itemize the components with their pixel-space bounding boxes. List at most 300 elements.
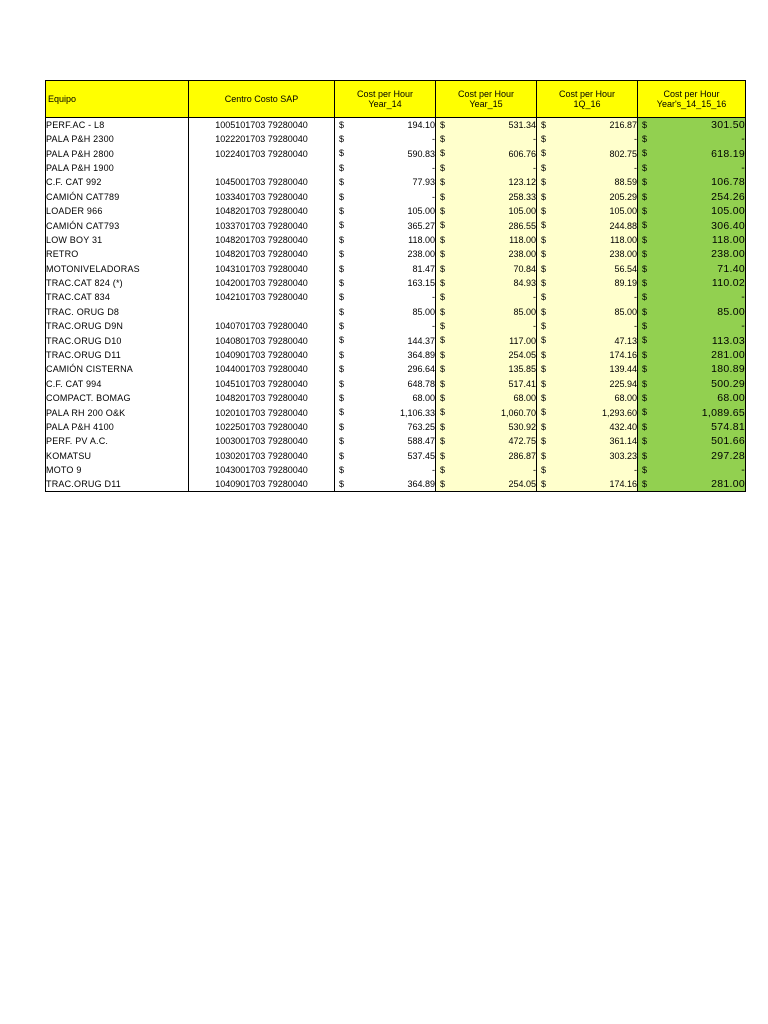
- currency-symbol: $: [642, 263, 648, 274]
- cost-value: 301.50: [711, 119, 745, 131]
- cost-value: 163.15: [407, 278, 435, 289]
- cost-q16-cell: [537, 319, 638, 333]
- cost-total-cell: [638, 233, 746, 247]
- cost-value: 139.44: [609, 364, 637, 375]
- currency-symbol: $: [541, 263, 547, 274]
- cost-value: -: [432, 191, 435, 202]
- currency-symbol: $: [339, 450, 345, 461]
- cost-value: 216.87: [609, 120, 637, 130]
- currency-symbol: $: [541, 407, 547, 418]
- cost-value: 84.93: [513, 278, 536, 289]
- header-q16-line1: Cost per Hour: [558, 89, 616, 99]
- cost-year-14-cell: [335, 463, 436, 477]
- currency-symbol: $: [642, 292, 648, 303]
- equipo-cell: PERF.AC - L8: [46, 118, 189, 133]
- currency-symbol: $: [339, 134, 345, 144]
- cost-total-cell: [638, 262, 746, 276]
- cost-value: 118.00: [711, 233, 745, 246]
- currency-symbol: $: [642, 191, 648, 202]
- currency-symbol: $: [541, 148, 547, 159]
- cost-value: -: [432, 465, 435, 476]
- currency-symbol: $: [339, 120, 345, 130]
- table-row: [46, 175, 746, 189]
- cost-year-15-cell: [436, 348, 537, 362]
- equipo-cell: C.F. CAT 994: [46, 377, 189, 391]
- cost-q16-cell: [537, 161, 638, 175]
- table-row: [46, 146, 746, 160]
- cost-value: 588.47: [407, 436, 435, 447]
- cost-year-14-cell: [335, 190, 436, 204]
- centro-costo-cell: 1022401703 79280040: [189, 146, 335, 160]
- equipo-cell: RETRO: [46, 247, 189, 261]
- currency-symbol: $: [541, 220, 547, 231]
- cost-value: 238.00: [711, 248, 745, 261]
- cost-value: -: [634, 465, 637, 476]
- cost-year-15-cell: [436, 362, 537, 376]
- cost-value: 118.00: [610, 234, 637, 245]
- cost-value: 297.28: [711, 449, 745, 462]
- cost-total-cell: [638, 190, 746, 204]
- currency-symbol: $: [440, 292, 446, 303]
- cost-value: 286.55: [508, 220, 536, 231]
- currency-symbol: $: [339, 234, 345, 245]
- currency-symbol: $: [339, 436, 345, 447]
- cost-value: 81.47: [412, 263, 435, 274]
- currency-symbol: $: [339, 421, 345, 432]
- cost-total-cell: [638, 276, 746, 290]
- cost-year-14-cell: [335, 305, 436, 319]
- cost-value: 123.12: [508, 177, 536, 188]
- table-row: [46, 161, 746, 175]
- cost-total-cell: [638, 333, 746, 347]
- currency-symbol: $: [440, 162, 446, 173]
- currency-symbol: $: [642, 249, 648, 260]
- table-row: [46, 190, 746, 204]
- cost-value: 763.25: [407, 422, 435, 432]
- cost-year-14-cell: [335, 262, 436, 276]
- cost-value: 574.81: [711, 421, 745, 433]
- table-row: [46, 362, 746, 376]
- currency-symbol: $: [541, 479, 547, 490]
- equipo-cell: KOMATSU: [46, 449, 189, 463]
- centro-costo-cell: 1048201703 79280040: [189, 204, 335, 218]
- cost-total-cell: [638, 377, 746, 391]
- cost-value: -: [533, 162, 536, 173]
- cost-value: 105.00: [508, 206, 536, 217]
- cost-value: 117.00: [509, 335, 536, 346]
- currency-symbol: $: [440, 321, 446, 332]
- centro-costo-cell: 1040901703 79280040: [189, 348, 335, 362]
- currency-symbol: $: [642, 407, 648, 418]
- cost-year-15-cell: [436, 146, 537, 160]
- currency-symbol: $: [339, 393, 345, 404]
- currency-symbol: $: [541, 349, 547, 360]
- currency-symbol: $: [541, 120, 547, 130]
- header-year-15-line1: Cost per Hour: [457, 89, 515, 99]
- cost-total-cell: [638, 204, 746, 218]
- currency-symbol: $: [339, 349, 345, 360]
- centro-costo-cell: 1045101703 79280040: [189, 377, 335, 391]
- currency-symbol: $: [339, 177, 345, 188]
- cost-q16-cell: [537, 377, 638, 391]
- currency-symbol: $: [339, 306, 345, 317]
- cost-total-cell: [638, 290, 746, 304]
- currency-symbol: $: [642, 234, 648, 245]
- cost-value: 286.87: [508, 450, 536, 461]
- equipo-cell: MOTONIVELADORAS: [46, 262, 189, 276]
- cost-q16-cell: [537, 477, 638, 492]
- cost-value: -: [741, 133, 745, 146]
- currency-symbol: $: [541, 177, 547, 188]
- cost-q16-cell: [537, 218, 638, 232]
- centro-costo-cell: 1003001703 79280040: [189, 434, 335, 448]
- cost-year-14-cell: [335, 391, 436, 405]
- equipo-cell: LOADER 966: [46, 204, 189, 218]
- currency-symbol: $: [339, 249, 345, 260]
- currency-symbol: $: [541, 292, 547, 303]
- equipo-cell: TRAC.ORUG D11: [46, 477, 189, 492]
- header-centro-costo: Centro Costo SAP: [189, 81, 335, 118]
- equipo-cell: TRAC.ORUG D10: [46, 333, 189, 347]
- cost-value: 85.00: [614, 306, 637, 317]
- cost-value: -: [533, 465, 536, 476]
- cost-value: 606.76: [508, 148, 536, 159]
- cost-q16-cell: [537, 276, 638, 290]
- centro-costo-cell: 1040901703 79280040: [189, 477, 335, 492]
- currency-symbol: $: [642, 349, 648, 360]
- cost-value: -: [533, 292, 536, 303]
- cost-year-15-cell: [436, 420, 537, 434]
- cost-value: 105.00: [711, 205, 745, 218]
- cost-value: 281.00: [711, 478, 745, 491]
- currency-symbol: $: [440, 364, 446, 375]
- cost-year-15-cell: [436, 477, 537, 492]
- cost-value: 174.16: [609, 479, 637, 490]
- cost-value: 365.27: [407, 220, 435, 231]
- cost-value: -: [432, 134, 435, 145]
- cost-year-15-cell: [436, 190, 537, 204]
- cost-value: 254.26: [711, 190, 745, 203]
- cost-year-15-cell: [436, 175, 537, 189]
- currency-symbol: $: [440, 220, 446, 231]
- equipo-cell: C.F. CAT 992: [46, 175, 189, 189]
- currency-symbol: $: [642, 148, 648, 159]
- cost-total-cell: [638, 362, 746, 376]
- table-row: [46, 290, 746, 304]
- cost-q16-cell: [537, 420, 638, 434]
- currency-symbol: $: [541, 321, 547, 332]
- cost-total-cell: [638, 132, 746, 146]
- currency-symbol: $: [440, 177, 446, 188]
- table-row: [46, 118, 746, 133]
- currency-symbol: $: [440, 378, 446, 389]
- cost-total-cell: [638, 218, 746, 232]
- table-row: [46, 449, 746, 463]
- equipo-cell: PALA P&H 2300: [46, 132, 189, 146]
- cost-q16-cell: [537, 405, 638, 419]
- cost-year-14-cell: [335, 333, 436, 347]
- currency-symbol: $: [642, 479, 648, 490]
- currency-symbol: $: [440, 479, 446, 490]
- currency-symbol: $: [642, 393, 648, 404]
- cost-year-15-cell: [436, 262, 537, 276]
- centro-costo-cell: [189, 305, 335, 319]
- currency-symbol: $: [339, 263, 345, 274]
- cost-value: -: [741, 161, 745, 174]
- table-row: [46, 333, 746, 347]
- currency-symbol: $: [440, 436, 446, 447]
- cost-year-15-cell: [436, 290, 537, 304]
- cost-value: 296.64: [407, 364, 435, 375]
- header-year-14-line1: Cost per Hour: [356, 89, 414, 99]
- cost-year-15-cell: [436, 204, 537, 218]
- cost-value: 254.05: [508, 479, 536, 490]
- currency-symbol: $: [642, 450, 648, 461]
- equipo-cell: CAMIÓN CAT793: [46, 218, 189, 232]
- cost-total-cell: [638, 391, 746, 405]
- currency-symbol: $: [339, 321, 345, 332]
- centro-costo-cell: 1048201703 79280040: [189, 247, 335, 261]
- header-year-14: [335, 81, 436, 118]
- currency-symbol: $: [541, 464, 547, 475]
- cost-value: 1,106.33: [399, 407, 435, 418]
- currency-symbol: $: [642, 134, 648, 144]
- cost-value: 118.00: [408, 234, 435, 245]
- cost-value: -: [432, 162, 435, 173]
- currency-symbol: $: [339, 220, 345, 231]
- cost-value: -: [741, 320, 745, 333]
- equipo-cell: PALA P&H 4100: [46, 420, 189, 434]
- equipo-cell: TRAC.CAT 834: [46, 290, 189, 304]
- currency-symbol: $: [440, 134, 446, 144]
- cost-value: 180.89: [711, 363, 745, 376]
- currency-symbol: $: [541, 421, 547, 432]
- cost-value: -: [432, 321, 435, 332]
- currency-symbol: $: [642, 205, 648, 216]
- cost-q16-cell: [537, 434, 638, 448]
- table-row: [46, 391, 746, 405]
- table-row: [46, 348, 746, 362]
- centro-costo-cell: 1042001703 79280040: [189, 276, 335, 290]
- cost-q16-cell: [537, 175, 638, 189]
- currency-symbol: $: [541, 249, 547, 260]
- cost-value: 648.78: [407, 378, 435, 389]
- currency-symbol: $: [642, 120, 648, 130]
- cost-value: -: [533, 321, 536, 332]
- currency-symbol: $: [541, 191, 547, 202]
- cost-total-cell: [638, 161, 746, 175]
- cost-year-14-cell: [335, 161, 436, 175]
- currency-symbol: $: [642, 162, 648, 173]
- cost-value: 56.54: [614, 263, 637, 274]
- cost-value: 68.00: [513, 393, 536, 404]
- equipo-cell: TRAC. ORUG D8: [46, 305, 189, 319]
- currency-symbol: $: [541, 306, 547, 317]
- currency-symbol: $: [339, 464, 345, 475]
- cost-year-14-cell: [335, 362, 436, 376]
- cost-total-cell: [638, 146, 746, 160]
- currency-symbol: $: [642, 220, 648, 231]
- centro-costo-cell: 1043101703 79280040: [189, 262, 335, 276]
- table-row: [46, 218, 746, 232]
- cost-value: -: [634, 321, 637, 332]
- currency-symbol: $: [642, 335, 648, 346]
- cost-year-15-cell: [436, 333, 537, 347]
- equipo-cell: TRAC.ORUG D9N: [46, 319, 189, 333]
- table-row: [46, 204, 746, 218]
- cost-value: 238.00: [508, 249, 536, 260]
- cost-value: 106.78: [711, 176, 745, 189]
- currency-symbol: $: [541, 335, 547, 346]
- currency-symbol: $: [541, 436, 547, 447]
- cost-value: 1,293.60: [601, 407, 637, 418]
- currency-symbol: $: [339, 378, 345, 389]
- currency-symbol: $: [339, 277, 345, 288]
- centro-costo-cell: 1020101703 79280040: [189, 405, 335, 419]
- cost-value: 105.00: [407, 206, 435, 217]
- cost-q16-cell: [537, 204, 638, 218]
- cost-value: 590.83: [407, 148, 435, 159]
- cost-q16-cell: [537, 348, 638, 362]
- currency-symbol: $: [339, 479, 345, 490]
- cost-value: 88.59: [614, 177, 637, 188]
- cost-q16-cell: [537, 449, 638, 463]
- currency-symbol: $: [440, 306, 446, 317]
- currency-symbol: $: [541, 162, 547, 173]
- cost-year-15-cell: [436, 218, 537, 232]
- cost-year-14-cell: [335, 204, 436, 218]
- cost-total-cell: [638, 247, 746, 261]
- table-body: [46, 118, 746, 492]
- currency-symbol: $: [339, 407, 345, 418]
- centro-costo-cell: 1040801703 79280040: [189, 333, 335, 347]
- cost-total-cell: [638, 175, 746, 189]
- cost-value: 500.29: [711, 377, 745, 390]
- currency-symbol: $: [642, 464, 648, 475]
- currency-symbol: $: [440, 148, 446, 159]
- currency-symbol: $: [339, 364, 345, 375]
- header-total: [638, 81, 746, 118]
- centro-costo-cell: 1040701703 79280040: [189, 319, 335, 333]
- cost-year-15-cell: [436, 132, 537, 146]
- cost-value: 174.16: [609, 350, 637, 361]
- cost-total-cell: [638, 434, 746, 448]
- table-row: [46, 132, 746, 146]
- currency-symbol: $: [440, 464, 446, 475]
- cost-total-cell: [638, 319, 746, 333]
- table-row: [46, 305, 746, 319]
- centro-costo-cell: 1022501703 79280040: [189, 420, 335, 434]
- cost-value: 71.40: [717, 262, 745, 275]
- cost-year-14-cell: [335, 477, 436, 492]
- header-equipo: Equipo: [46, 81, 189, 118]
- cost-year-14-cell: [335, 420, 436, 434]
- cost-q16-cell: [537, 118, 638, 133]
- centro-costo-cell: 1048201703 79280040: [189, 233, 335, 247]
- centro-costo-cell: 1043001703 79280040: [189, 463, 335, 477]
- cost-value: 530.92: [508, 422, 536, 432]
- cost-year-14-cell: [335, 146, 436, 160]
- cost-year-14-cell: [335, 377, 436, 391]
- cost-q16-cell: [537, 333, 638, 347]
- cost-year-14-cell: [335, 449, 436, 463]
- equipo-cell: TRAC.ORUG D11: [46, 348, 189, 362]
- cost-per-hour-table: [45, 80, 746, 492]
- cost-q16-cell: [537, 362, 638, 376]
- cost-year-14-cell: [335, 132, 436, 146]
- cost-year-15-cell: [436, 161, 537, 175]
- cost-value: 254.05: [508, 350, 536, 361]
- cost-year-14-cell: [335, 290, 436, 304]
- cost-value: 135.85: [508, 364, 536, 375]
- cost-q16-cell: [537, 146, 638, 160]
- cost-value: 258.33: [508, 191, 536, 202]
- equipo-cell: PALA P&H 1900: [46, 161, 189, 175]
- centro-costo-cell: 1033401703 79280040: [189, 190, 335, 204]
- cost-year-15-cell: [436, 377, 537, 391]
- currency-symbol: $: [440, 393, 446, 404]
- cost-value: 531.34: [508, 120, 536, 130]
- header-q16: [537, 81, 638, 118]
- centro-costo-cell: 1044001703 79280040: [189, 362, 335, 376]
- cost-value: 113.03: [711, 334, 745, 347]
- currency-symbol: $: [642, 378, 648, 389]
- currency-symbol: $: [339, 205, 345, 216]
- cost-value: 118.00: [509, 234, 536, 245]
- cost-value: 68.00: [614, 393, 637, 404]
- cost-value: -: [741, 291, 745, 304]
- table-row: [46, 477, 746, 492]
- equipo-cell: MOTO 9: [46, 463, 189, 477]
- cost-q16-cell: [537, 190, 638, 204]
- cost-value: -: [533, 134, 536, 145]
- cost-q16-cell: [537, 132, 638, 146]
- cost-value: 47.13: [614, 335, 637, 346]
- table-row: [46, 262, 746, 276]
- currency-symbol: $: [440, 120, 446, 130]
- cost-value: -: [634, 134, 637, 145]
- currency-symbol: $: [642, 306, 648, 317]
- cost-value: 144.37: [407, 335, 435, 346]
- cost-q16-cell: [537, 247, 638, 261]
- cost-value: -: [741, 464, 745, 477]
- currency-symbol: $: [440, 335, 446, 346]
- cost-year-15-cell: [436, 405, 537, 419]
- equipo-cell: CAMIÓN CAT789: [46, 190, 189, 204]
- cost-total-cell: [638, 405, 746, 419]
- cost-value: 68.00: [717, 392, 745, 405]
- cost-value: 85.00: [412, 306, 435, 317]
- equipo-cell: PERF. PV A.C.: [46, 434, 189, 448]
- currency-symbol: $: [440, 249, 446, 260]
- cost-value: 205.29: [609, 191, 637, 202]
- cost-value: 238.00: [609, 249, 637, 260]
- currency-symbol: $: [440, 349, 446, 360]
- table-row: [46, 233, 746, 247]
- cost-total-cell: [638, 477, 746, 492]
- cost-total-cell: [638, 305, 746, 319]
- equipo-cell: TRAC.CAT 824 (*): [46, 276, 189, 290]
- header-q16-line2: 1Q_16: [573, 99, 601, 109]
- cost-q16-cell: [537, 290, 638, 304]
- cost-q16-cell: [537, 463, 638, 477]
- cost-year-15-cell: [436, 391, 537, 405]
- currency-symbol: $: [541, 205, 547, 216]
- cost-value: 361.14: [609, 436, 637, 447]
- currency-symbol: $: [541, 393, 547, 404]
- cost-value: 281.00: [711, 349, 745, 362]
- cost-value: 244.88: [609, 220, 637, 231]
